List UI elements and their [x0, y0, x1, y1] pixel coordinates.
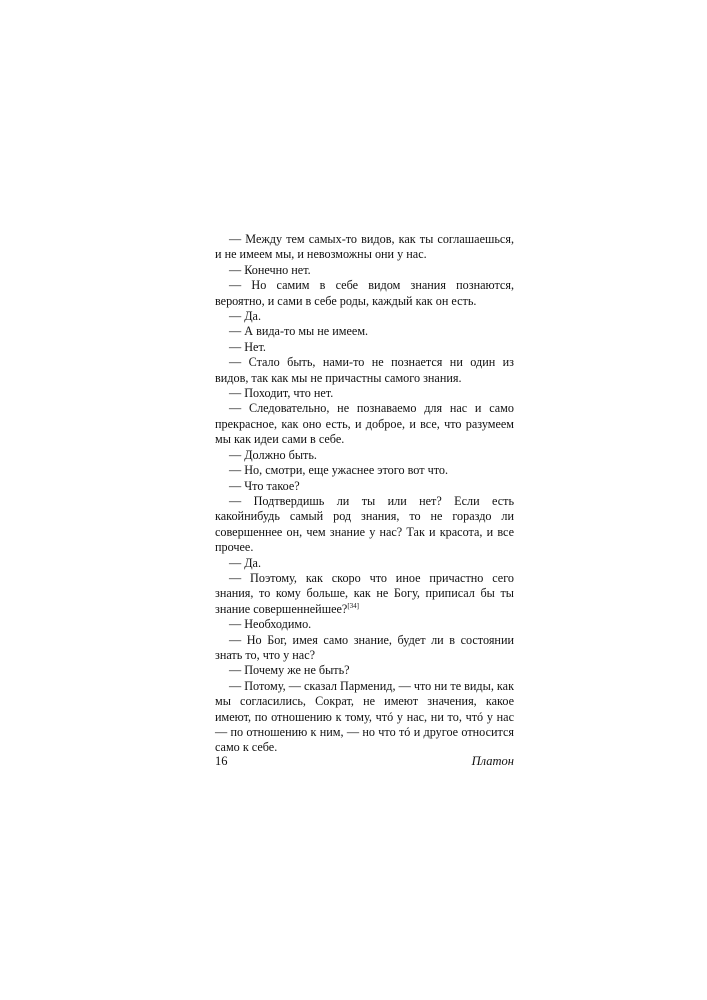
- page-footer: [215, 754, 514, 774]
- paragraph: — Что такое?: [229, 478, 300, 493]
- paragraph: — Походит, что нет.: [229, 386, 334, 401]
- paragraph: — Конечно нет.: [229, 262, 311, 277]
- paragraph: — Подтвердишь ли ты или нет? Если есть какойнибудь самый род знания, то не гораздо ли совершеннее он, чем знание у нас? Так и красота, и все прочее.: [215, 493, 514, 555]
- running-head: Платон: [471, 754, 514, 768]
- paragraph: — Стало быть, нами-то не познается ни один из видов, так как мы не причастны самого знания.: [215, 355, 514, 385]
- paragraph-with-footnote: [215, 571, 514, 617]
- footnote-reference[interactable]: [34]: [347, 601, 359, 610]
- paragraph-text: — Поэтому, как скоро что иное причастно сего знания, то кому больше, как не Богу, приписал бы ты знание совершеннейшее?: [215, 570, 514, 616]
- paragraph: — Между тем самых-то видов, как ты соглашаешься, и не имеем мы, и невозможны они у нас.: [215, 232, 514, 262]
- page-number: 16: [215, 754, 228, 768]
- paragraph: — Но Бог, имея само знание, будет ли в состоянии знать то, что у нас?: [215, 632, 514, 662]
- paragraph: — Следовательно, не познаваемо для нас и само прекрасное, как оно есть, и доброе, и все, что разумеем мы как идеи сами в себе.: [215, 401, 514, 447]
- body-text: [215, 232, 514, 756]
- paragraph: — Потому, — сказал Парменид, — что ни те виды, как мы согласились, Сократ, не имеют значения, какое имеют, по отношению к тому, чтó у нас, ни то, чтó у нас — по отношению к ним, — но что тó и другое относится само к себе.: [215, 678, 514, 755]
- paragraph: — Необходимо.: [229, 617, 312, 632]
- paragraph: — Нет.: [229, 339, 266, 354]
- paragraph: — Должно быть.: [229, 447, 317, 462]
- paragraph: — Но, смотри, еще ужаснее этого вот что.: [229, 463, 449, 478]
- paragraph: — Да.: [229, 555, 262, 570]
- paragraph: — Да.: [229, 309, 262, 324]
- paragraph: — А вида-то мы не имеем.: [229, 324, 369, 339]
- paragraph: — Но самим в себе видом знания познаются, вероятно, и сами в себе роды, каждый как он есть.: [215, 278, 514, 308]
- paragraph: — Почему же не быть?: [229, 663, 350, 678]
